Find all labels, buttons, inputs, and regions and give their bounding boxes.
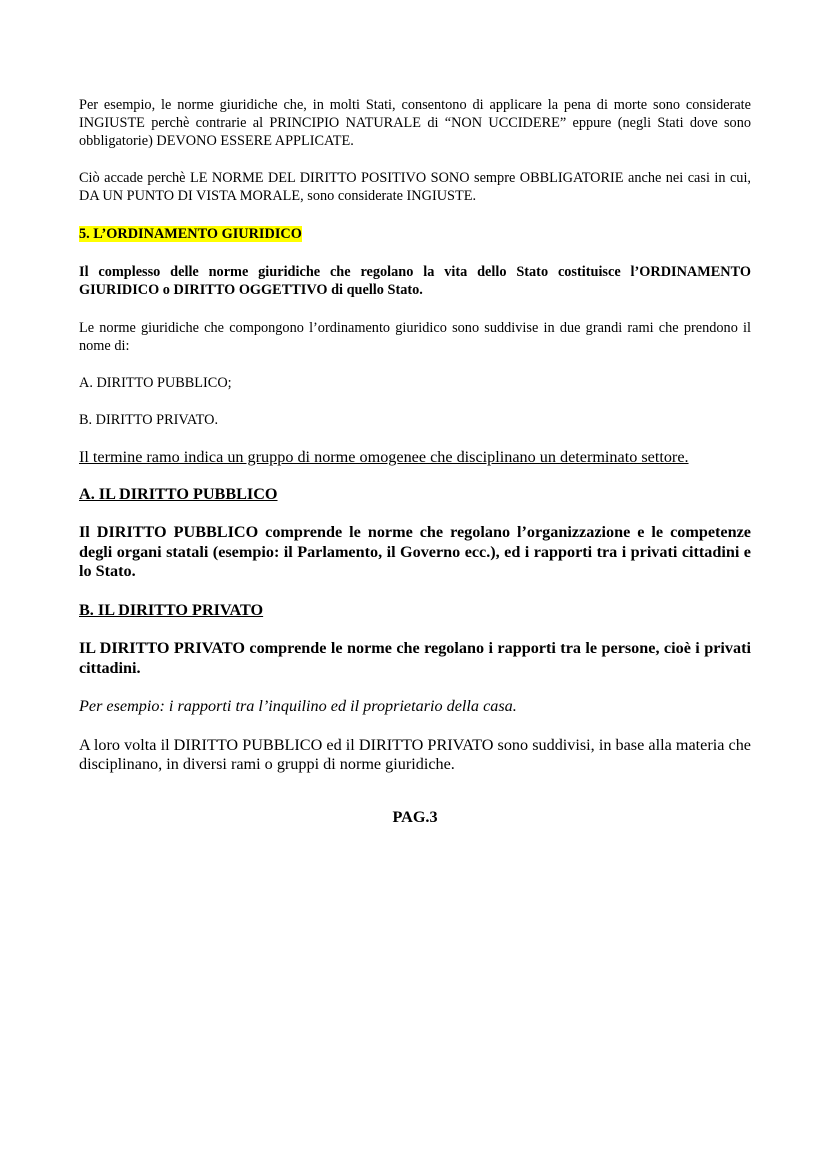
branch-b-item: B. DIRITTO PRIVATO. [79, 412, 219, 428]
paragraph-ordinamento-definition: Il complesso delle norme giuridiche che regolano la vita dello Stato costituisce l’ORDINAMENTO GIURIDICO o DIRITTO OGGETTIVO di quello Stato. [79, 264, 751, 298]
diritto-privato-rest: comprende le norme che regolano i rapporti tra le persone, cioè i privati cittadini. [79, 639, 751, 677]
paragraph-ramo-definition [79, 448, 751, 468]
heading-diritto-privato-text: B. IL DIRITTO PRIVATO [79, 600, 264, 619]
diritto-pubblico-rest: comprende le norme che regolano l’organizzazione e le competenze degli organi statali (esempio: il Parlamento, il Governo ecc.), ed i rapporti tra i privati cittadini e lo Stato. [79, 523, 751, 580]
diritto-pubblico-lead: Il DIRITTO PUBBLICO [79, 523, 259, 541]
diritto-privato-lead: IL DIRITTO PRIVATO [79, 639, 245, 657]
paragraph-subdivision: A loro volta il DIRITTO PUBBLICO ed il DIRITTO PRIVATO sono suddivisi, in base alla materia che disciplinano, in diversi rami o gruppi di norme giuridiche. [79, 735, 751, 773]
paragraph-reason: Ciò accade perchè LE NORME DEL DIRITTO POSITIVO SONO sempre OBBLIGATORIE anche nei casi in cui, DA UN PUNTO DI VISTA MORALE, sono considerate INGIUSTE. [79, 170, 751, 204]
paragraph-privato-example: Per esempio: i rapporti tra l’inquilino ed il proprietario della casa. [79, 697, 517, 715]
document-page [79, 96, 751, 827]
paragraph-branches-intro: Le norme giuridiche che compongono l’ordinamento giuridico sono suddivise in due grandi rami che prendono il nome di: [79, 320, 751, 354]
page-number: PAG.3 [392, 807, 438, 826]
section-5-heading: 5. L’ORDINAMENTO GIURIDICO [79, 226, 302, 242]
heading-diritto-privato [79, 601, 751, 621]
branch-a-item: A. DIRITTO PUBBLICO; [79, 375, 232, 391]
heading-diritto-pubblico [79, 485, 751, 505]
paragraph-diritto-pubblico [79, 523, 751, 582]
ramo-definition-text: Il termine ramo indica un gruppo di norme omogenee che disciplinano un determinato settore. [79, 448, 689, 466]
heading-diritto-pubblico-text: A. IL DIRITTO PUBBLICO [79, 484, 278, 503]
paragraph-diritto-privato [79, 639, 751, 678]
paragraph-example-intro: Per esempio, le norme giuridiche che, in molti Stati, consentono di applicare la pena di morte sono considerate INGIUSTE perchè contrarie al PRINCIPIO NATURALE di “NON UCCIDERE” eppure (negli Stati dove sono obbligatorie) DEVONO ESSERE APPLICATE. [79, 97, 751, 149]
section-5-heading-line [79, 225, 751, 243]
